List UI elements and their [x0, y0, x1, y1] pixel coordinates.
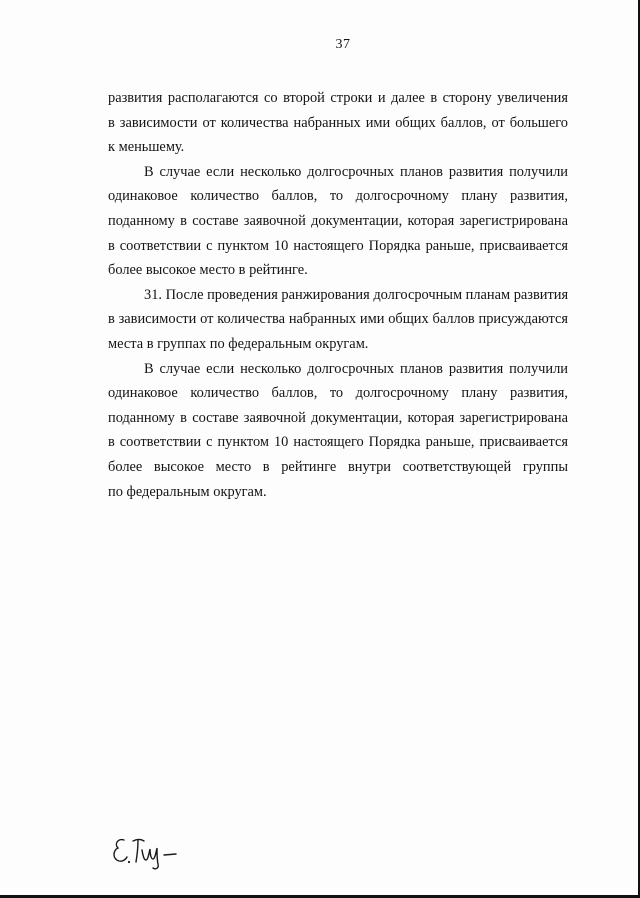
- text-line: поданному в составе заявочной документации, которая зарегистрирована: [108, 212, 568, 229]
- text-line: одинаковое количество баллов, то долгосрочному плану развития,: [108, 385, 568, 402]
- text-line: в соответствии с пунктом 10 настоящего Порядка раньше, присваивается: [108, 434, 568, 451]
- text-line: в зависимости от количества набранных ими общих баллов присуждаются: [108, 311, 568, 328]
- text-line: развития располагаются со второй строки и далее в сторону увеличения: [108, 90, 568, 106]
- page-number: 37: [335, 37, 351, 52]
- paragraph-2: [108, 160, 568, 283]
- paragraph-1: [108, 86, 568, 160]
- text-line: более высокое место в рейтинге внутри соответствующей группы: [108, 458, 568, 475]
- signature-drawing: [110, 826, 190, 872]
- text-line: В случае если несколько долгосрочных планов развития получили: [144, 163, 568, 180]
- paragraph-3: [108, 283, 568, 357]
- text-line: места в группах по федеральным округам.: [108, 335, 369, 352]
- text-line: в зависимости от количества набранных ими общих баллов, от большего: [108, 114, 568, 131]
- document-body: [108, 86, 568, 504]
- text-line: по федеральным округам.: [108, 483, 267, 500]
- text-line: поданному в составе заявочной документации, которая зарегистрирована: [108, 409, 568, 426]
- text-line: в соответствии с пунктом 10 настоящего Порядка раньше, присваивается: [108, 237, 568, 254]
- text-line: 31. После проведения ранжирования долгосрочным планам развития: [144, 286, 569, 303]
- text-line: к меньшему.: [108, 139, 185, 156]
- paragraph-4: [108, 357, 568, 505]
- text-line: одинаковое количество баллов, то долгосрочному плану развития,: [108, 188, 568, 205]
- text-line: В случае если несколько долгосрочных планов развития получили: [144, 360, 568, 377]
- text-line: более высокое место в рейтинге.: [108, 262, 308, 279]
- handwritten-signature: [110, 826, 190, 872]
